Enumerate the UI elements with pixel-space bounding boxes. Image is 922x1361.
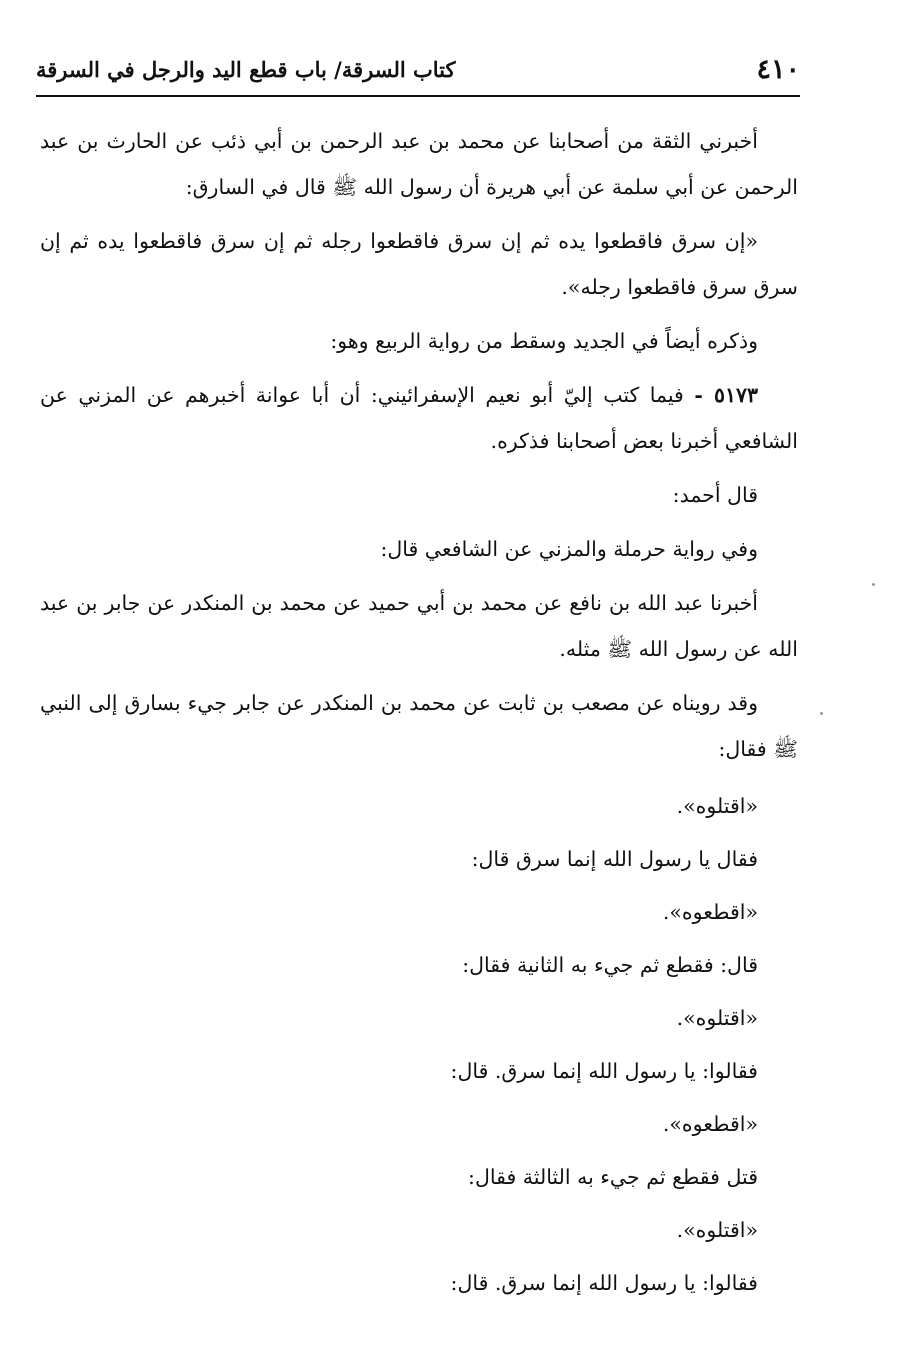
page-body [40,118,798,1310]
dialogue-line-8: قتل فقطع ثم جيء به الثالثة فقال: [468,1165,758,1189]
page-header [36,52,800,92]
page-number: ٤١٠ [756,54,800,85]
dialogue-line-9: «اقتلوه». [676,1218,758,1242]
scan-speck [820,712,823,715]
paragraph-riwaya: وفي رواية حرملة والمزني عن الشافعي قال: [380,537,758,561]
paragraph-hadith-5173 [40,372,798,464]
dialogue-line-6: فقالوا: يا رسول الله إنما سرق. قال: [450,1059,758,1083]
dialogue-line-2: فقال يا رسول الله إنما سرق قال: [471,847,758,871]
paragraph-isnad: أخبرنا عبد الله بن نافع عن محمد بن أبي حميد عن محمد بن المنكدر عن جابر بن عبد الله عن رسول الله ﷺ مثله. [40,591,798,661]
scan-speck [872,583,875,586]
dialogue-line-3: «اقطعوه». [662,900,758,924]
hadith-number: ٥١٧٣ - [694,383,758,407]
dialogue-line-1: «اقتلوه». [676,794,758,818]
paragraph-hadith-text: «إن سرق فاقطعوا يده ثم إن سرق فاقطعوا رجله ثم إن سرق فاقطعوا يده ثم إن سرق سرق فاقطعوا رجله». [40,229,798,299]
paragraph-qal-ahmad: قال أحمد: [672,483,758,507]
paragraph-note: وذكره أيضاً في الجديد وسقط من رواية الربيع وهو: [330,329,758,353]
paragraph-rawaynahu: وقد رويناه عن مصعب بن ثابت عن محمد بن المنكدر عن جابر جيء بسارق إلى النبي ﷺ فقال: [40,691,798,761]
header-divider [36,95,800,97]
hadith-5173-text: فيما كتب إليّ أبو نعيم الإسفرائيني: أن أبا عوانة أخبرهم عن المزني عن الشافعي أخبرنا بعض أصحابنا فذكره. [40,383,798,453]
dialogue-line-10: فقالوا: يا رسول الله إنما سرق. قال: [450,1271,758,1295]
running-title: كتاب السرقة/ باب قطع اليد والرجل في السرقة [36,57,456,82]
dialogue-line-7: «اقطعوه». [662,1112,758,1136]
dialogue-line-5: «اقتلوه». [676,1006,758,1030]
dialogue-line-4: قال: فقطع ثم جيء به الثانية فقال: [462,953,758,977]
paragraph-chain-of-narration: أخبرني الثقة من أصحابنا عن محمد بن عبد الرحمن بن أبي ذئب عن الحارث بن عبد الرحمن عن أبي سلمة عن أبي هريرة أن رسول الله ﷺ قال في السارق: [40,129,798,199]
